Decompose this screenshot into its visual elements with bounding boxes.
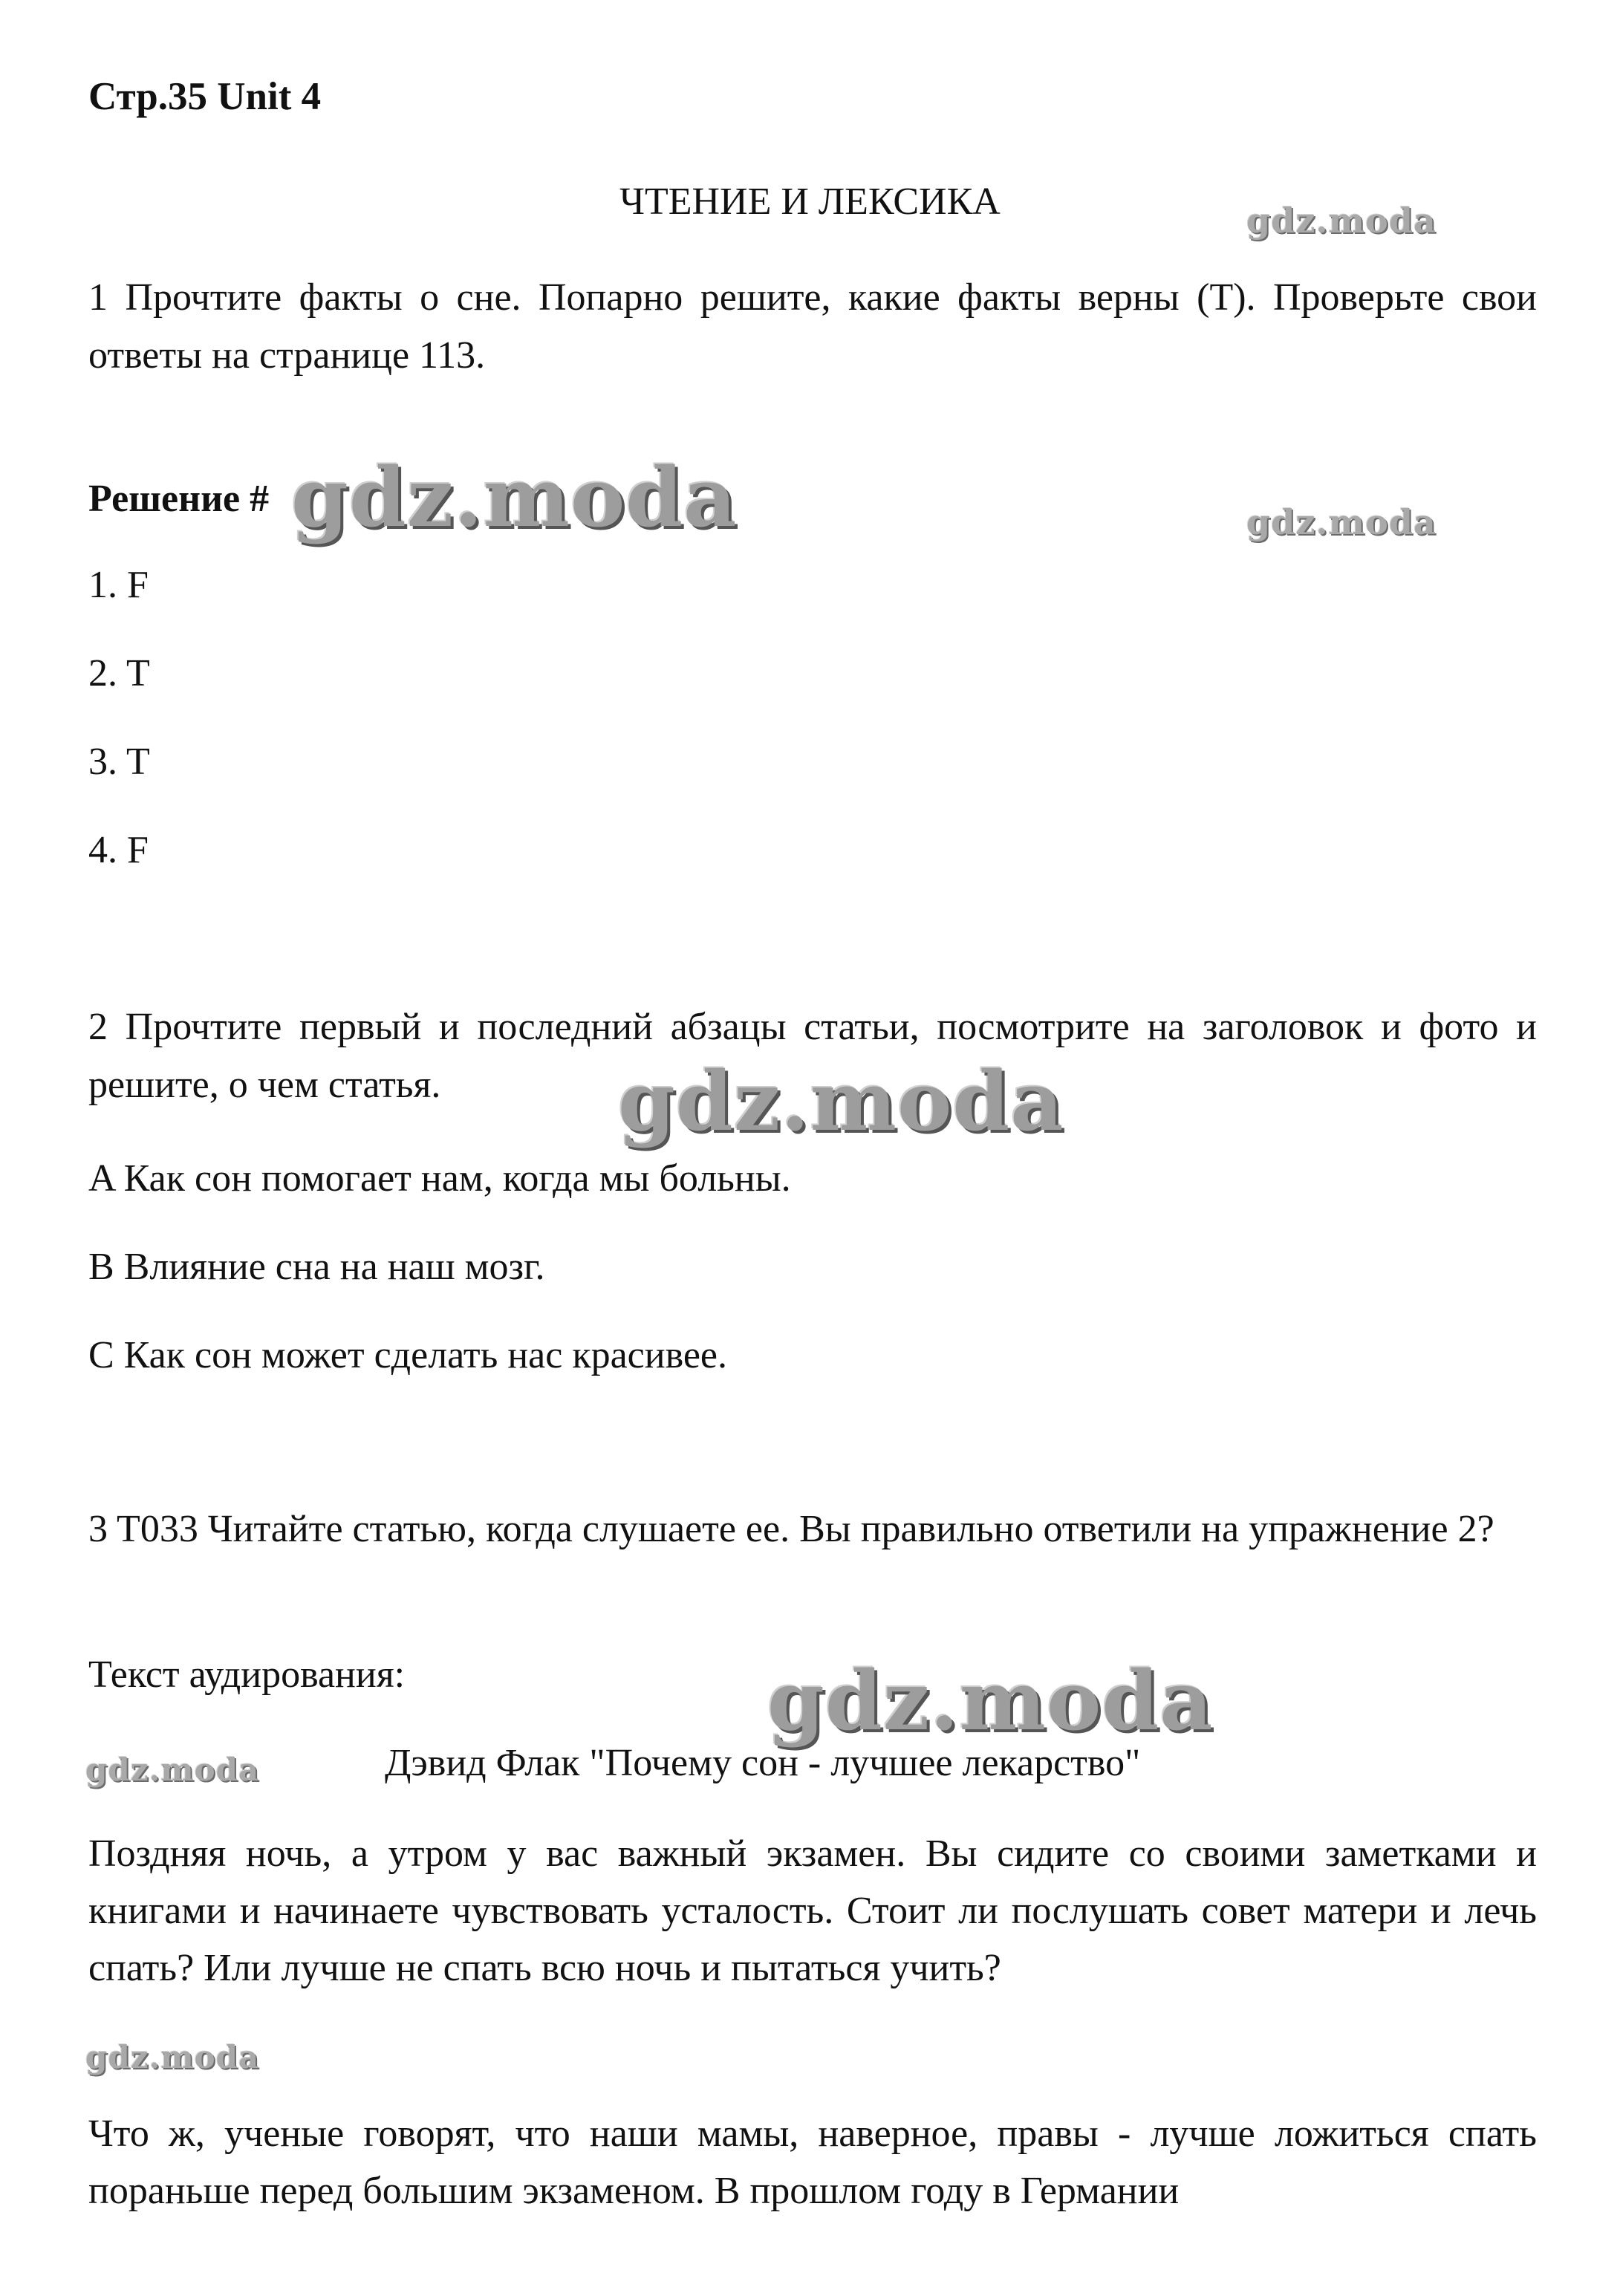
task1-prompt: 1 Прочтите факты о сне. Попарно решите, какие факты верны (T). Проверьте свои ответы на странице 113. xyxy=(88,276,1537,377)
task2-option-b: B Влияние сна на наш мозг. xyxy=(88,1246,545,1288)
audio-label: Текст аудирования: xyxy=(88,1653,406,1696)
task2-prompt: 2 Прочтите первый и последний абзацы статьи, посмотрите на заголовок и фото и решите, о чем статья. xyxy=(88,1006,1537,1106)
section-title: ЧТЕНИЕ И ЛЕКСИКА xyxy=(619,181,1001,223)
task3-prompt: 3 T033 Читайте статью, когда слушаете ее. Вы правильно ответили на упражнение 2? xyxy=(88,1508,1494,1550)
watermark-logo: gdz.moda xyxy=(1246,502,1437,542)
answer-2: 2. T xyxy=(88,652,150,695)
watermark-logo: gdz.moda xyxy=(767,1653,1214,1749)
article-paragraph-1: Поздняя ночь, а утром у вас важный экзамен. Вы сидите со своими заметками и книгами и начинаете чувствовать усталость. Стоит ли послушать совет матери и лечь спать? Или лучше не спать всю ночь и пытаться учить? xyxy=(88,1832,1537,1989)
task2-option-a: A Как сон помогает нам, когда мы больны. xyxy=(88,1157,791,1200)
article-title: Дэвид Флак "Почему сон - лучшее лекарство" xyxy=(385,1742,1141,1784)
watermark-logo: gdz.moda xyxy=(85,1752,260,1788)
watermark-logo: gdz.moda xyxy=(291,449,738,545)
article-paragraph-2: Что ж, ученые говорят, что наши мамы, наверное, правы - лучше ложиться спать пораньше перед большим экзаменом. В прошлом году в Германии xyxy=(88,2113,1537,2212)
solution-label: Решение # xyxy=(88,478,270,520)
answer-1: 1. F xyxy=(88,564,149,606)
task2-option-c: C Как сон может сделать нас красивее. xyxy=(88,1334,727,1376)
answer-4: 4. F xyxy=(88,829,149,871)
watermark-logo: gdz.moda xyxy=(1246,201,1437,241)
watermark-logo: gdz.moda xyxy=(85,2039,260,2075)
watermark-logo: gdz.moda xyxy=(618,1053,1064,1149)
page-reference: Стр.35 Unit 4 xyxy=(88,75,322,118)
answer-3: 3. T xyxy=(88,741,150,783)
